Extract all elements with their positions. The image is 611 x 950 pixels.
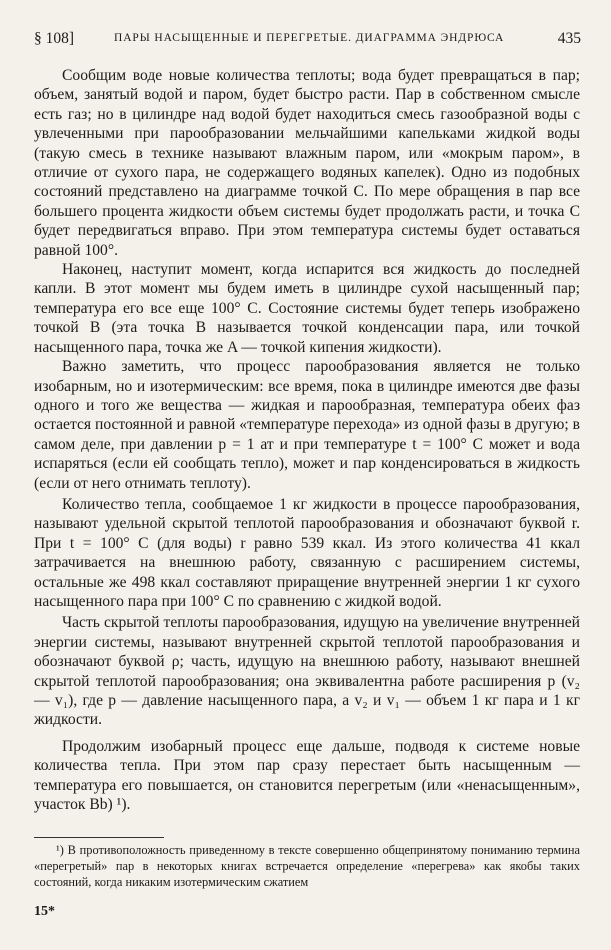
paragraph-6: Продолжим изобарный процесс еще дальше, подводя к системе новые количества тепла. При этом пар сразу перестает быть насыщенным — температура его повышается, он становится перегретым (или «ненасыщенным», участок Bb) ¹). <box>34 737 580 814</box>
paragraph-1: Сообщим воде новые количества теплоты; вода будет превращаться в пар; объем, занятый водой и паром, будет быстро расти. Пар в собственном смысле есть газ; но в цилиндре над водой будет находиться смесь газообразной воды с увлеченными при парообразовании мельчайшими капельками жидкой воды (такую смесь в технике называют влажным паром, или «мокрым паром», в отличие от сухого пара, не содержащего водяных капелек). Одно из подобных состояний представлено на диаграмме точкой C. По мере обращения в пар все большего процента жидкости объем системы будет продолжать расти, и точка C будет передвигаться вправо. При этом температура системы будет оставаться равной 100°. <box>34 67 580 259</box>
paragraph-2: Наконец, наступит момент, когда испарится вся жидкость до последней капли. В этот момент мы будем иметь в цилиндре сухой насыщенный пар; температура его все еще 100° C. Состояние системы будет теперь изображено точкой B (эта точка B называется точкой конденсации пара, или точкой насыщенного пара, точка же A — точкой кипения жидкости). <box>34 261 580 356</box>
footnote: ¹) В противоположность приведенному в тексте совершенно общепринятому пониманию термина «перегретый» пар в некоторых книгах встречается определение «перегрева» как якобы таких состояний, когда никаким изотермическим сжатием <box>34 843 580 889</box>
section-number: § 108] <box>34 30 75 47</box>
page-number: 435 <box>557 30 581 47</box>
chapter-title: ПАРЫ НАСЫЩЕННЫЕ И ПЕРЕГРЕТЫЕ. ДИАГРАММА ЭНДРЮСА <box>114 32 505 44</box>
signature-mark: 15* <box>34 904 55 919</box>
running-header <box>34 30 581 54</box>
paragraph-3: Важно заметить, что процесс парообразования является не только изобарным, но и изотермическим: все время, пока в цилиндре имеются две фазы одного и того же вещества — жидкая и парообразная, температура обеих фаз остается постоянной и равной «температуре перехода» из одной фазы в другую; в самом деле, при давлении p = 1 ат и при температуре t = 100° C может и вода испаряться (если ей сообщать тепло), может и пар конденсироваться в жидкость (если от него отнимать теплоту). <box>34 358 580 492</box>
paragraph-5: Часть скрытой теплоты парообразования, идущую на увеличение внутренней энергии системы, называют внутренней скрытой теплотой парообразования и обозначают буквой ρ; часть, идущую на внешнюю работу, называют внешней скрытой теплотой парообразования; она эквивалентна работе расширения p (v₂ — v₁), где p — давление насыщенного пара, а v₂ и v₁ — объем 1 кг пара и 1 кг жидкости. <box>34 614 580 729</box>
body-text <box>34 66 580 814</box>
footnote-rule <box>34 837 164 838</box>
paragraph-4: Количество тепла, сообщаемое 1 кг жидкости в процессе парообразования, называют удельной скрытой теплотой парообразования и обозначают буквой r. При t = 100° C (для воды) r равно 539 ккал. Из этого количества 41 ккал затрачивается на внешнюю работу, связанную с расширением системы, остальные же 498 ккал составляют приращение внутренней энергии 1 кг сухого насыщенного пара при 100° C по сравнению с жидкой водой. <box>34 495 580 610</box>
